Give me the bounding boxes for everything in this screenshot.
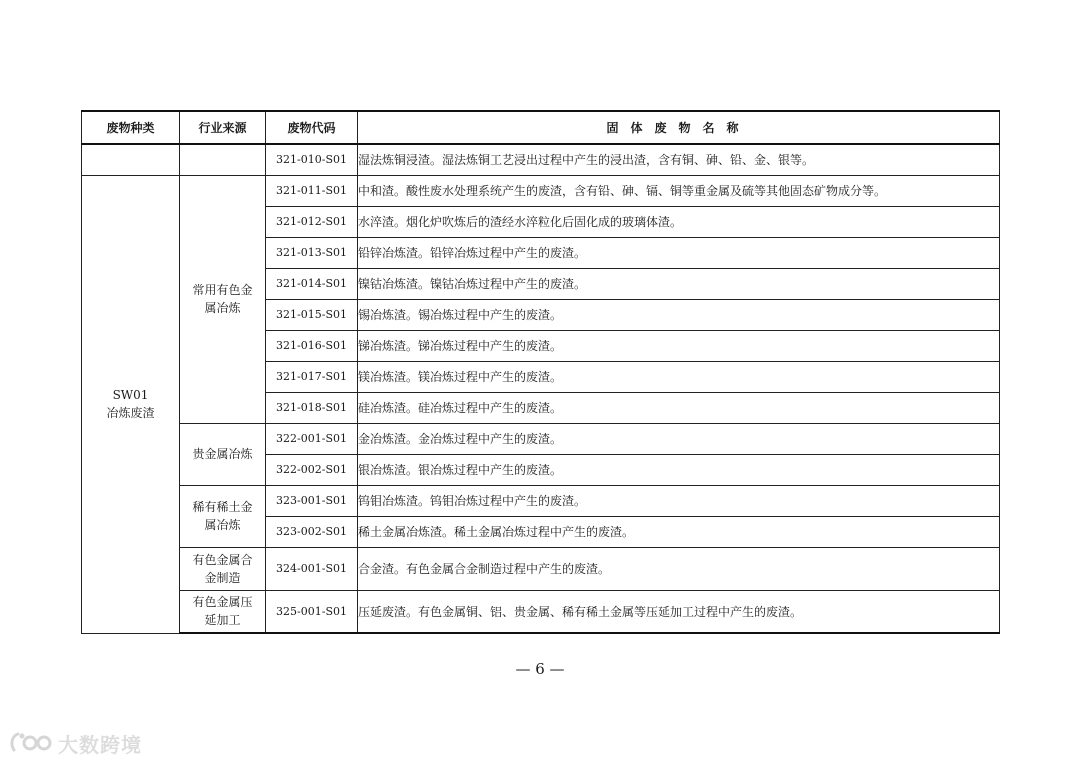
waste-name: 锡冶炼渣。锡冶炼过程中产生的废渣。 [358, 299, 1000, 330]
watermark [8, 729, 142, 757]
source-cell [180, 423, 266, 485]
category-cell-empty [82, 144, 180, 175]
page-number: — 6 — [515, 660, 565, 678]
table-row [82, 590, 1000, 633]
table-row [82, 547, 1000, 590]
waste-code: 325-001-S01 [266, 590, 358, 633]
waste-name: 金冶炼渣。金冶炼过程中产生的废渣。 [358, 423, 1000, 454]
waste-name: 稀土金属冶炼渣。稀土金属冶炼过程中产生的废渣。 [358, 516, 1000, 547]
waste-code: 321-017-S01 [266, 361, 358, 392]
waste-code: 321-015-S01 [266, 299, 358, 330]
waste-code: 321-014-S01 [266, 268, 358, 299]
source-cell [180, 590, 266, 633]
category-label: SW01 冶炼废渣 [106, 388, 155, 420]
watermark-text: 大数跨境 [58, 732, 142, 757]
waste-name: 湿法炼铜浸渣。湿法炼铜工艺浸出过程中产生的浸出渣，含有铜、砷、铅、金、银等。 [358, 144, 1000, 175]
waste-name: 水淬渣。烟化炉吹炼后的渣经水淬粒化后固化成的玻璃体渣。 [358, 206, 1000, 237]
waste-code: 322-001-S01 [266, 423, 358, 454]
source-precious-metal: 贵金属冶炼 [192, 447, 253, 461]
waste-name: 镁冶炼渣。镁冶炼过程中产生的废渣。 [358, 361, 1000, 392]
category-cell [82, 175, 180, 633]
table-row [82, 144, 1000, 175]
solid-waste-table [81, 110, 1000, 634]
waste-code: 321-016-S01 [266, 330, 358, 361]
waste-name: 压延废渣。有色金属铜、铝、贵金属、稀有稀土金属等压延加工过程中产生的废渣。 [358, 590, 1000, 633]
source-cell [180, 485, 266, 547]
table-row [82, 175, 1000, 206]
waste-code: 321-010-S01 [266, 144, 358, 175]
waste-name: 中和渣。酸性废水处理系统产生的废渣，含有铅、砷、镉、铜等重金属及硫等其他固态矿物成分等。 [358, 175, 1000, 206]
waste-name: 钨钼冶炼渣。钨钼冶炼过程中产生的废渣。 [358, 485, 1000, 516]
waste-name: 镍钴冶炼渣。镍钴冶炼过程中产生的废渣。 [358, 268, 1000, 299]
waste-code: 321-018-S01 [266, 392, 358, 423]
table-row [82, 423, 1000, 454]
source-common-nonferrous: 常用有色金 属冶炼 [192, 283, 253, 315]
waste-code: 323-002-S01 [266, 516, 358, 547]
source-cell [180, 547, 266, 590]
header-waste-category: 废物种类 [82, 111, 180, 144]
waste-name: 硅冶炼渣。硅冶炼过程中产生的废渣。 [358, 392, 1000, 423]
waste-code: 321-011-S01 [266, 175, 358, 206]
source-cell-empty [180, 144, 266, 175]
table-header-row [82, 111, 1000, 144]
source-rare-earth: 稀有稀土金 属冶炼 [192, 500, 253, 532]
source-cell [180, 175, 266, 423]
waste-code: 323-001-S01 [266, 485, 358, 516]
source-rolling-processing: 有色金属压 延加工 [192, 595, 253, 628]
source-alloy-manufacturing: 有色金属合 金制造 [192, 552, 253, 585]
waste-code: 321-012-S01 [266, 206, 358, 237]
waste-name: 合金渣。有色金属合金制造过程中产生的废渣。 [358, 547, 1000, 590]
waste-code: 322-002-S01 [266, 454, 358, 485]
brand-logo-icon [8, 730, 54, 756]
waste-name: 锑冶炼渣。锑冶炼过程中产生的废渣。 [358, 330, 1000, 361]
header-industry-source: 行业来源 [180, 111, 266, 144]
header-waste-name: 固体废物名称 [358, 111, 1000, 144]
waste-code: 321-013-S01 [266, 237, 358, 268]
waste-name: 铅锌冶炼渣。铅锌冶炼过程中产生的废渣。 [358, 237, 1000, 268]
waste-name: 银冶炼渣。银冶炼过程中产生的废渣。 [358, 454, 1000, 485]
header-waste-code: 废物代码 [266, 111, 358, 144]
waste-code: 324-001-S01 [266, 547, 358, 590]
table-row [82, 485, 1000, 516]
